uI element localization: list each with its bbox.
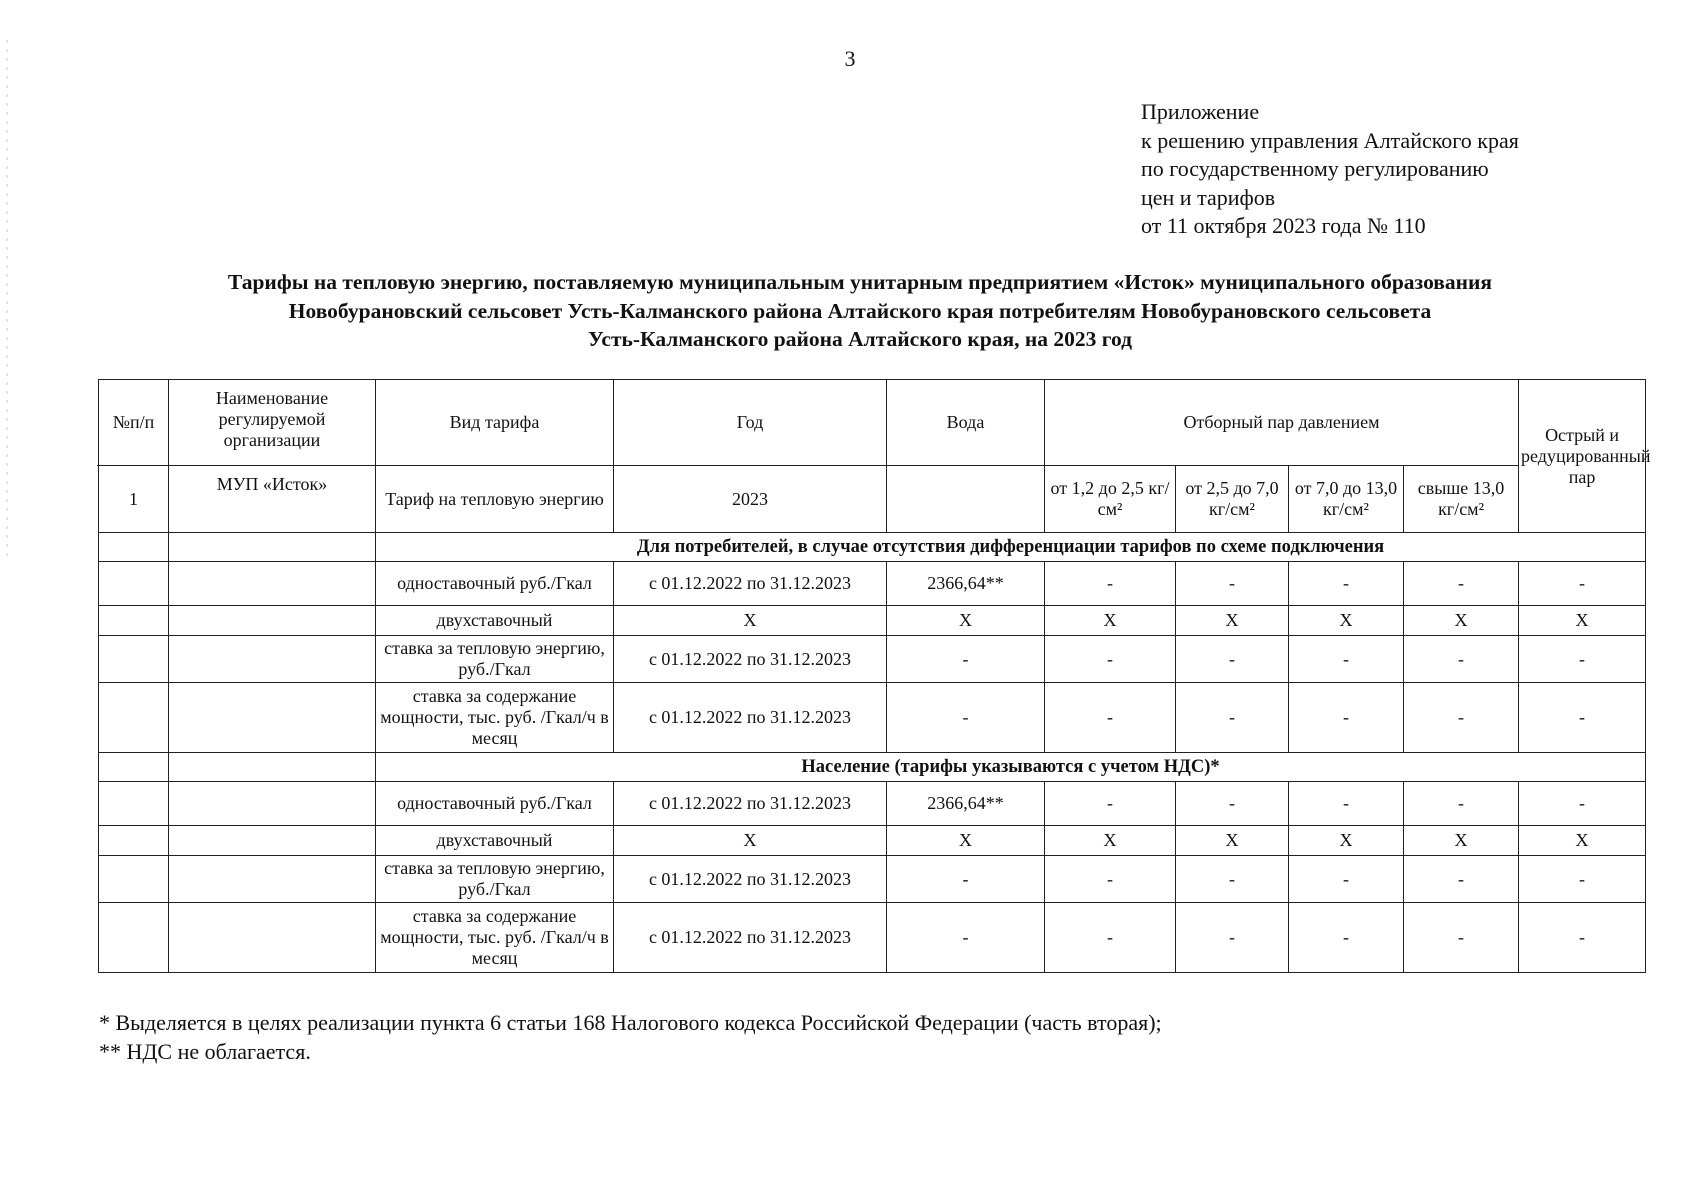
tariff-value: X [1176, 606, 1289, 636]
tariff-value: - [887, 636, 1045, 683]
tariff-value: - [1519, 562, 1646, 606]
header-steam-4: свыше 13,0 кг/см² [1404, 466, 1519, 533]
tariff-name: Тариф на тепловую энергию [376, 466, 614, 533]
tariff-table [98, 379, 1651, 973]
appendix-line: по государственному регулированию [1141, 156, 1489, 181]
tariff-value: X [1176, 826, 1289, 856]
tariff-value: - [1289, 562, 1404, 606]
appendix-line: от 11 октября 2023 года № 110 [1141, 213, 1426, 238]
tariff-value: - [1176, 782, 1289, 826]
header-num [99, 380, 169, 533]
empty-cell [169, 826, 376, 856]
tariff-value: - [1519, 903, 1646, 973]
tariff-period: X [614, 606, 887, 636]
tariff-value: - [1045, 683, 1176, 753]
footnote: * Выделяется в целях реализации пункта 6 статьи 168 Налогового кодекса Российской Федерации (часть вторая); [99, 1010, 1162, 1035]
empty-cell [99, 636, 169, 683]
tariff-value: X [1404, 606, 1519, 636]
info-row [99, 466, 1646, 533]
tariff-row [99, 606, 1646, 636]
document-title [100, 268, 1620, 354]
footnote: ** НДС не облагается. [99, 1039, 311, 1064]
tariff-period: X [614, 826, 887, 856]
header-steam-1: от 1,2 до 2,5 кг/см² [1045, 466, 1176, 533]
tariff-period: с 01.12.2022 по 31.12.2023 [614, 683, 887, 753]
empty-cell [99, 903, 169, 973]
tariff-value: - [887, 683, 1045, 753]
header-steam-3: от 7,0 до 13,0 кг/см² [1289, 466, 1404, 533]
header-year: Год [614, 380, 887, 466]
appendix-line: цен и тарифов [1141, 184, 1276, 210]
empty-cell [99, 606, 169, 636]
tariff-value: - [887, 856, 1045, 903]
tariff-label: одноставочный руб./Гкал [376, 562, 614, 606]
appendix-line: к решению управления Алтайского края [1141, 127, 1519, 153]
tariff-value: - [1176, 903, 1289, 973]
tariff-value: - [1289, 683, 1404, 753]
tariff-value: - [887, 903, 1045, 973]
tariff-value: - [1404, 903, 1519, 973]
tariff-value: - [1045, 903, 1176, 973]
tariff-value: X [1289, 606, 1404, 636]
title-line: Новобурановский сельсовет Усть-Калманского района Алтайского края потребителям Новобурановского сельсовета [288, 298, 1432, 323]
empty-cell [169, 753, 376, 782]
tariff-row [99, 826, 1646, 856]
empty-cell [99, 562, 169, 606]
tariff-label: ставка за содержание мощности, тыс. руб. /Гкал/ч в месяц [376, 903, 614, 973]
tariff-value: X [1045, 826, 1176, 856]
title-line: Тарифы на тепловую энергию, поставляемую муниципальным унитарным предприятием «Исток» муниципального образования [227, 270, 1493, 294]
tariff-value: - [1176, 683, 1289, 753]
header-steam: Отборный пар давлением [1045, 380, 1519, 466]
row-number: 1 [97, 465, 170, 532]
tariff-value: - [1045, 636, 1176, 683]
header-num-label: №п/п [112, 412, 155, 432]
tariff-value: - [1519, 856, 1646, 903]
tariff-value: - [1404, 636, 1519, 683]
tariff-value: - [1404, 683, 1519, 753]
tariff-value: X [1519, 606, 1646, 636]
tariff-value: - [1519, 782, 1646, 826]
header-water: Вода [887, 380, 1045, 466]
tariff-row [99, 636, 1646, 683]
tariff-body [99, 533, 1646, 973]
tariff-value: X [887, 826, 1045, 856]
empty-cell [169, 856, 376, 903]
page-number: 3 [844, 46, 856, 71]
tariff-value: X [1289, 826, 1404, 856]
tariff-row [99, 782, 1646, 826]
tariff-value: - [1289, 636, 1404, 683]
tariff-value: - [1045, 856, 1176, 903]
tariff-year: 2023 [614, 466, 887, 533]
header-tariff-type: Вид тарифа [376, 380, 614, 466]
tariff-value: - [1045, 562, 1176, 606]
tariff-value: - [1404, 782, 1519, 826]
empty-cell [99, 826, 169, 856]
empty-cell [169, 903, 376, 973]
section-row [99, 753, 1646, 782]
tariff-value: - [1289, 856, 1404, 903]
empty-cell [99, 533, 169, 562]
tariff-row [99, 903, 1646, 973]
header-org: Наименование регулируемой организации [169, 380, 376, 466]
org-name: МУП «Исток» [169, 466, 376, 533]
tariff-label: ставка за тепловую энергию, руб./Гкал [376, 636, 614, 683]
tariff-row [99, 562, 1646, 606]
header-row [99, 380, 1646, 466]
tariff-value: X [1045, 606, 1176, 636]
tariff-value: - [1176, 856, 1289, 903]
empty-cell [99, 782, 169, 826]
empty-cell [99, 856, 169, 903]
tariff-label: ставка за содержание мощности, тыс. руб. /Гкал/ч в месяц [376, 683, 614, 753]
empty-cell [169, 683, 376, 753]
section-title: Для потребителей, в случае отсутствия дифференциации тарифов по схеме подключения [376, 533, 1646, 562]
appendix-line: Приложение [1141, 99, 1260, 124]
section-row [99, 533, 1646, 562]
tariff-period: с 01.12.2022 по 31.12.2023 [614, 636, 887, 683]
tariff-label: одноставочный руб./Гкал [376, 782, 614, 826]
tariff-value: - [1519, 636, 1646, 683]
tariff-value: - [1404, 562, 1519, 606]
tariff-value: X [887, 606, 1045, 636]
header-sharp-steam: Острый и редуцированный пар [1519, 380, 1646, 533]
appendix-block [1141, 98, 1519, 241]
tariff-value: 2366,64** [887, 562, 1045, 606]
tariff-value: - [1289, 782, 1404, 826]
tariff-label: двухставочный [376, 826, 614, 856]
tariff-value: - [1176, 562, 1289, 606]
tariff-value: 2366,64** [887, 782, 1045, 826]
empty-cell [169, 636, 376, 683]
tariff-value: - [1289, 903, 1404, 973]
section-title: Население (тарифы указываются с учетом НДС)* [376, 753, 1646, 782]
tariff-value: - [1404, 856, 1519, 903]
tariff-period: с 01.12.2022 по 31.12.2023 [614, 903, 887, 973]
empty-cell [169, 562, 376, 606]
tariff-period: с 01.12.2022 по 31.12.2023 [614, 856, 887, 903]
title-line: Усть-Калманского района Алтайского края, на 2023 год [587, 327, 1133, 351]
tariff-label: ставка за тепловую энергию, руб./Гкал [376, 856, 614, 903]
tariff-value: X [1519, 826, 1646, 856]
header-steam-2: от 2,5 до 7,0 кг/см² [1176, 466, 1289, 533]
tariff-value: - [1045, 782, 1176, 826]
scan-edge-marks [6, 40, 8, 560]
empty-cell [169, 782, 376, 826]
tariff-period: с 01.12.2022 по 31.12.2023 [614, 562, 887, 606]
tariff-label: двухставочный [376, 606, 614, 636]
tariff-period: с 01.12.2022 по 31.12.2023 [614, 782, 887, 826]
tariff-row [99, 683, 1646, 753]
footnotes [99, 1008, 1162, 1066]
tariff-value: - [1519, 683, 1646, 753]
empty-cell [169, 533, 376, 562]
tariff-value: X [1404, 826, 1519, 856]
water-empty [887, 466, 1045, 533]
empty-cell [99, 753, 169, 782]
tariff-value: - [1176, 636, 1289, 683]
tariff-row [99, 856, 1646, 903]
empty-cell [169, 606, 376, 636]
empty-cell [99, 683, 169, 753]
